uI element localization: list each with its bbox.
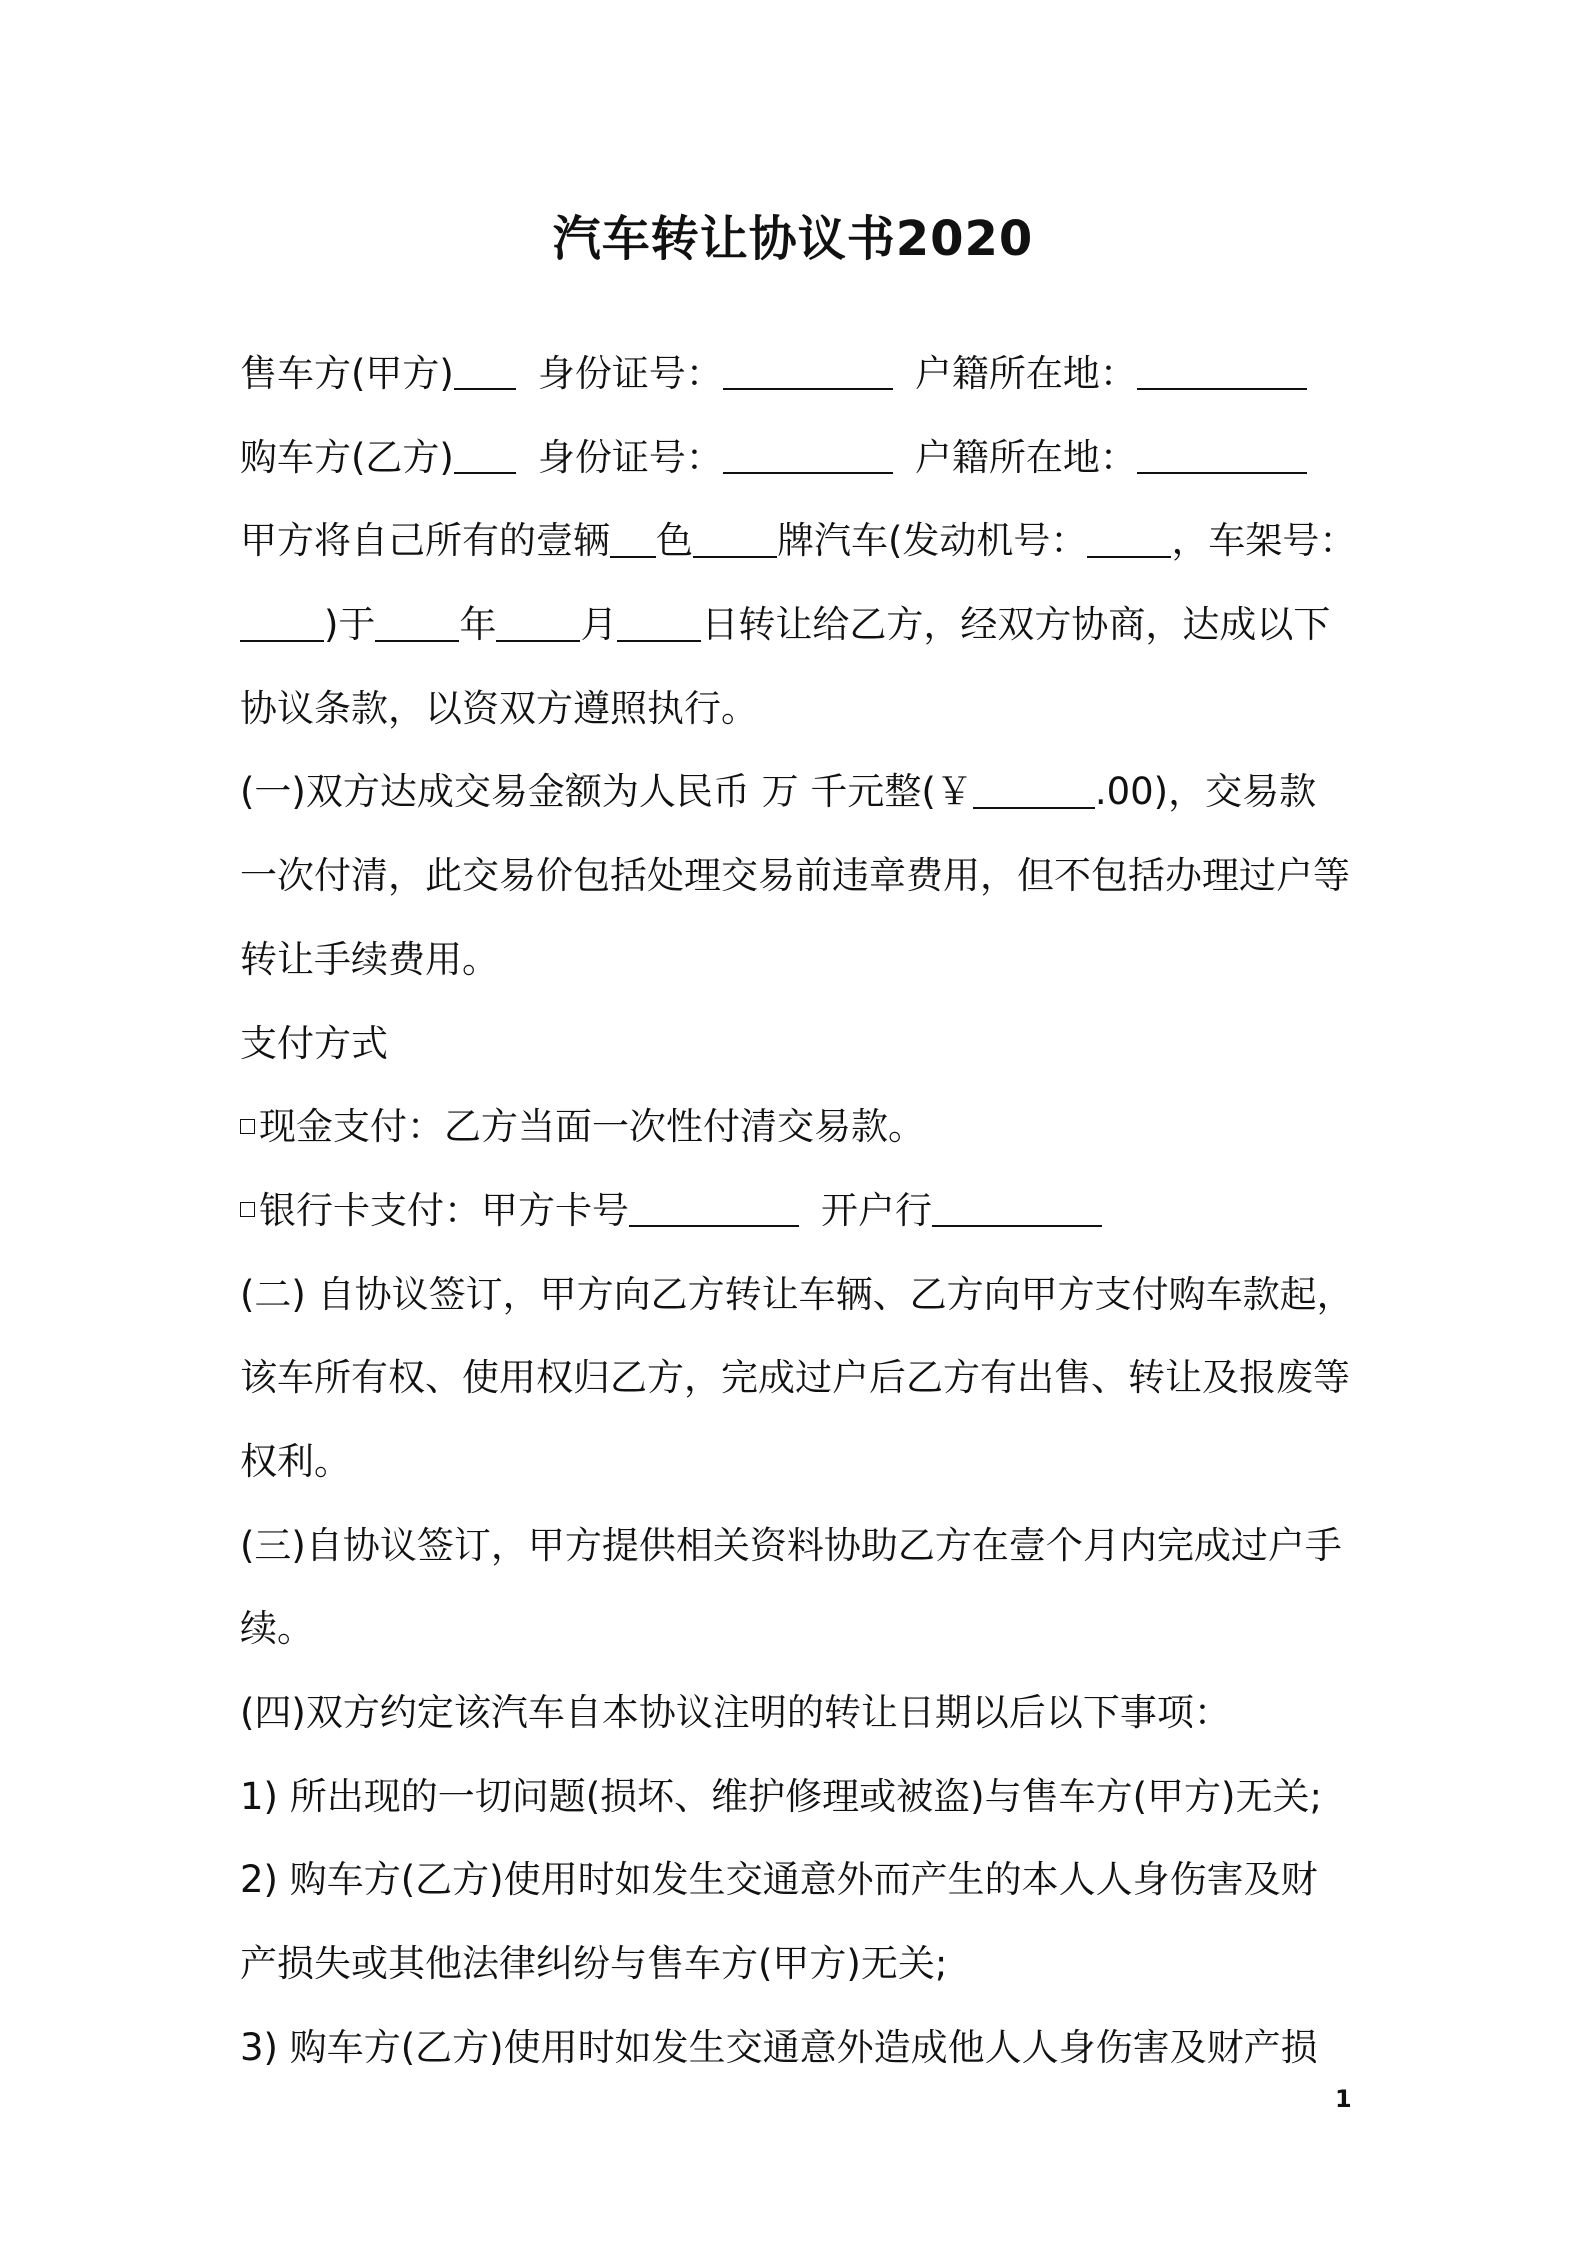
bank-branch-blank bbox=[932, 1188, 1102, 1227]
engine-no-blank bbox=[1087, 519, 1171, 558]
buyer-line bbox=[240, 416, 1360, 500]
date-text-2: 年 bbox=[459, 603, 497, 647]
paragraph-line: 转让手续费用。 bbox=[240, 937, 499, 981]
amount-text-2: .00)，交易款 bbox=[1094, 770, 1317, 814]
seller-id-label: 身份证号： bbox=[537, 352, 723, 395]
payment-method-heading: 支付方式 bbox=[240, 1021, 388, 1065]
seller-residence-blank bbox=[1137, 351, 1307, 390]
seller-name-blank bbox=[454, 351, 516, 390]
brand-blank bbox=[693, 519, 777, 558]
paragraph-line: 协议条款，以资双方遵照执行。 bbox=[240, 686, 758, 730]
buyer-id-label: 身份证号： bbox=[537, 435, 723, 479]
paragraph-line: 产损失或其他法律纠纷与售车方(甲方)无关; bbox=[240, 1942, 948, 1986]
buyer-label: 购车方(乙方) bbox=[240, 435, 454, 479]
checkbox-icon bbox=[240, 1202, 255, 1217]
buyer-residence-blank bbox=[1137, 435, 1307, 474]
seller-label: 售车方(甲方) bbox=[240, 352, 454, 395]
date-line bbox=[240, 583, 1360, 667]
seller-id-blank bbox=[723, 351, 893, 390]
list-item: 1) 所出现的一切问题(损坏、维护修理或被盗)与售车方(甲方)无关; bbox=[240, 1774, 1322, 1818]
paragraph-line: 续。 bbox=[240, 1607, 314, 1651]
seller-line bbox=[240, 332, 1360, 416]
buyer-name-blank bbox=[454, 435, 516, 474]
frame-no-blank bbox=[240, 603, 324, 642]
buyer-residence-label: 户籍所在地： bbox=[914, 435, 1137, 479]
vehicle-text-2: 色 bbox=[656, 519, 693, 563]
amount-line bbox=[240, 750, 1360, 834]
vehicle-text-4: ，车架号： bbox=[1171, 519, 1357, 563]
checkbox-icon bbox=[240, 1119, 255, 1134]
paragraph-line: 一次付清，此交易价包括处理交易前违章费用，但不包括办理过户等 bbox=[240, 854, 1350, 898]
cash-payment-label: 现金支付：乙方当面一次性付清交易款。 bbox=[259, 1105, 925, 1149]
cash-payment-option bbox=[240, 1085, 1360, 1169]
vehicle-text-3: 牌汽车(发动机号： bbox=[777, 519, 1088, 563]
vehicle-text-1: 甲方将自己所有的壹辆 bbox=[240, 519, 610, 563]
seller-residence-label: 户籍所在地： bbox=[914, 352, 1137, 395]
amount-text-1: (一)双方达成交易金额为人民币 万 千元整(￥ bbox=[240, 770, 973, 814]
paragraph-line: 该车所有权、使用权归乙方，完成过户后乙方有出售、转让及报废等 bbox=[240, 1356, 1350, 1400]
month-blank bbox=[496, 603, 580, 642]
color-blank bbox=[610, 519, 656, 558]
buyer-id-blank bbox=[723, 435, 893, 474]
paragraph-line: (四)双方约定该汽车自本协议注明的转让日期以后以下事项： bbox=[240, 1691, 1231, 1734]
paragraph-line: (三)自协议签订，甲方提供相关资料协助乙方在壹个月内完成过户手 bbox=[240, 1523, 1342, 1567]
date-text-1: )于 bbox=[324, 603, 376, 647]
document-body bbox=[240, 332, 1360, 2089]
paragraph-line: 权利。 bbox=[240, 1439, 351, 1483]
date-text-3: 月 bbox=[580, 603, 618, 647]
list-item: 3) 购车方(乙方)使用时如发生交通意外造成他人人身伤害及财产损 bbox=[240, 2025, 1318, 2069]
bank-branch-label: 开户行 bbox=[821, 1188, 932, 1232]
card-number-blank bbox=[629, 1188, 799, 1227]
page-number: 1 bbox=[1335, 2085, 1352, 2113]
bank-card-payment-option bbox=[240, 1169, 1360, 1253]
amount-blank bbox=[973, 770, 1095, 809]
day-blank bbox=[617, 603, 701, 642]
document-title: 汽车转让协议书2020 bbox=[552, 211, 1034, 267]
paragraph-line: (二) 自协议签订，甲方向乙方转让车辆、乙方向甲方支付购车款起， bbox=[240, 1272, 1354, 1316]
year-blank bbox=[375, 603, 459, 642]
bank-card-label: 银行卡支付：甲方卡号 bbox=[259, 1188, 629, 1232]
list-item: 2) 购车方(乙方)使用时如发生交通意外而产生的本人人身伤害及财 bbox=[240, 1858, 1318, 1902]
date-text-4: 日转让给乙方，经双方协商，达成以下 bbox=[701, 603, 1331, 647]
vehicle-line bbox=[240, 499, 1360, 583]
